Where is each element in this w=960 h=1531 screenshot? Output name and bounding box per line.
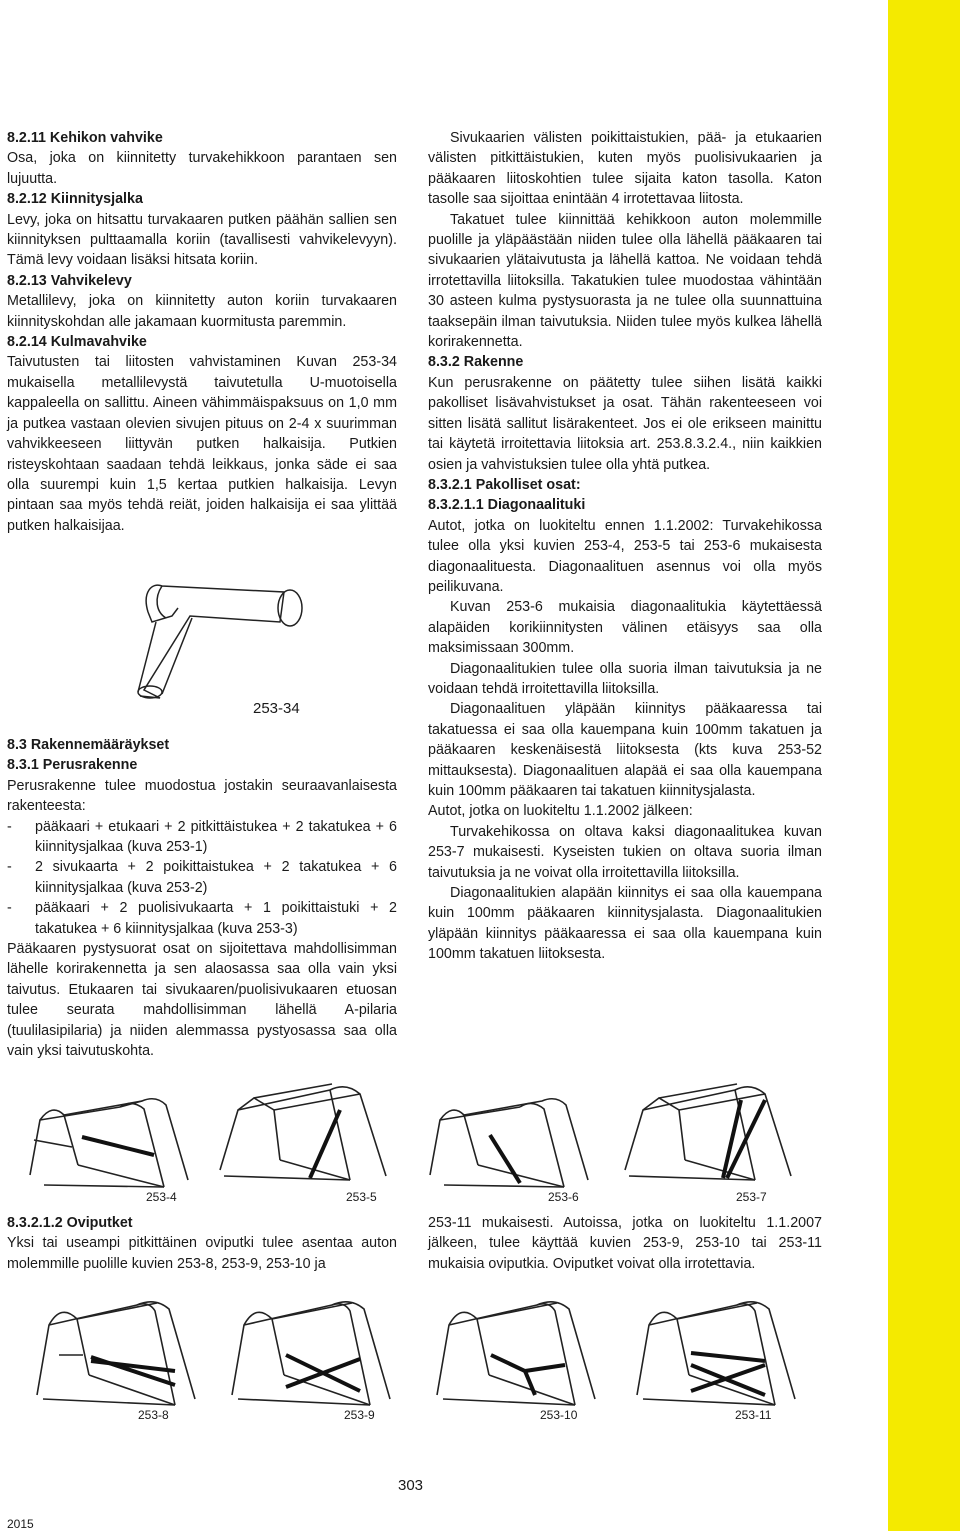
- figure-label-253-5: 253-5: [346, 1190, 377, 1204]
- left-column: [7, 128, 397, 536]
- paragraph: 253-11 mukaisesti. Autoissa, jotka on luokiteltu 1.1.2007 jälkeen, tulee käyttää kuvien 253-9, 253-10 tai 253-11 mukaisia oviputkia. Oviputket voivat olla irrotettavia.: [428, 1215, 822, 1272]
- roll-cage-figure-253-4: [20, 1095, 210, 1200]
- roll-cage-figure-253-10: [425, 1295, 615, 1415]
- heading-8-3-2-1: 8.3.2.1 Pakolliset osat:: [428, 476, 581, 493]
- text-8-3-1: Pääkaaren pystysuorat osat on sijoitettava mahdollisimman lähelle korirakennetta ja sen alaosassa saa olla vain yksi taivutus. Etukaaren tai sivukaaren/puolisivukaaren etuosan tulee seurata mahdollisimman lähellä A-pilaria (tuulilasipilaria) ja niiden alemmassa pystyosassa saa olla vain yksi taivutuskohta.: [7, 941, 397, 1060]
- heading-8-3-1: 8.3.1 Perusrakenne: [7, 757, 138, 774]
- figure-label-253-11: 253-11: [735, 1408, 772, 1422]
- roll-cage-figure-253-9: [220, 1295, 410, 1415]
- page-number: 303: [398, 1477, 424, 1494]
- heading-8-3: 8.3 Rakennemääräykset: [7, 737, 170, 753]
- paragraph: Diagonaalitukien alapään kiinnitys ei saa olla kauempana kuin 100mm pääkaaren kiinnitysjalasta. Diagonaalitukien yläpään kiinnitys pääkaaressa ei saa olla kauempana kuin 100mm takatuen liitoksesta.: [428, 885, 822, 963]
- heading-8-3-2-1-2: 8.3.2.1.2 Oviputket: [7, 1215, 133, 1231]
- bottom-left-column: [7, 1213, 397, 1274]
- paragraph: Diagonaalituen yläpään kiinnitys pääkaaressa tai takatuessa ei saa olla kauempana kuin 100mm takatuen ja pääkaaren keskenäisestä liitoksesta (kts kuva 253-52 mittauksesta). Diagonaalituen alapää ei saa olla kauempana kuin 100mm pääkaaren tai takatuen kiinnitysjalasta.: [428, 701, 822, 799]
- figure-label-253-9: 253-9: [344, 1408, 375, 1422]
- roll-cage-figure-253-5: [210, 1080, 400, 1195]
- heading-8-2-11: 8.2.11 Kehikon vahvike: [7, 130, 163, 146]
- paragraph: Autot, jotka on luokiteltu ennen 1.1.2002: Turvakehikossa tulee olla yksi kuvien 253-4, 253-5 tai 253-6 mukaisesta diagonaalituesta. Diagonaalituen asennus voi olla myös peilikuvana.: [428, 517, 822, 595]
- footer-year: 2015: [7, 1517, 34, 1531]
- paragraph: Diagonaalitukien tulee olla suoria ilman taivutuksia ja ne voidaan tehdä irroitettavilla liitoksilla.: [428, 660, 822, 697]
- text-8-2-14: Taivutusten tai liitosten vahvistaminen Kuvan 253-34 mukaisella metallilevystä taivutetulla U-muotoisella kappaleella on sallittu. Aineen vähimmäispaksuus on 1,0 mm ja putkea vastaan olevien sivujen pituus on 2-4 x suurimman vahvikkeeseen liittyvän putken halkaisija. Putkien risteyskohtaan saadaan tehdä leikkaus, jonka säde ei saa olla suurempi kuin 1,5 kertaa putkien halkaisija. Levyn pintaan saa myös tehdä reiät, joiden halkaisija ei saa ylittää putken halkaisijaa.: [7, 354, 397, 534]
- list-item: - pääkaari + 2 puolisivukaarta + 1 poikittaistuki + 2 takatukea + 6 kiinnitysjalkaa (kuva 253-3): [7, 900, 397, 937]
- list-item: - 2 sivukaarta + 2 poikittaistukea + 2 takatukea + 6 kiinnitysjalkaa (kuva 253-2): [7, 859, 397, 896]
- paragraph: Sivukaarien välisten poikittaistukien, pää- ja etukaarien välisten pitkittäistukien, kuten myös puolisivukaarien ja pääkaaren liitoskohtien tulee sijaita katon tasolla. Katon tasolle saa sijoittaa enintään 4 irrotettavaa liitosta.: [428, 130, 822, 208]
- roll-cage-figure-253-7: [615, 1080, 805, 1195]
- figure-label-253-10: 253-10: [540, 1408, 578, 1422]
- heading-8-2-14: 8.2.14 Kulmavahvike: [7, 334, 147, 351]
- figure-label-253-8: 253-8: [138, 1408, 169, 1422]
- figure-label-253-4: 253-4: [146, 1190, 177, 1204]
- heading-8-3-2: 8.3.2 Rakenne: [428, 354, 524, 371]
- text-8-3-2: Kun perusrakenne on päätetty tulee siihen lisätä kaikki pakolliset lisävahvistukset ja osat. Tähän rakenteeseen voi sitten lisätä sallitut lisärakenteet. Jos ei ole erikseen mainittu tai käytetä irroitettavia liitoksia art. 253.8.3.2.4., niin kaikkien osien ja vahvistuksien tulee olla yhtä putkea.: [428, 374, 822, 473]
- paragraph: Yksi tai useampi pitkittäinen oviputki tulee asentaa auton molemmille puolille kuvien 253-8, 253-9, 253-10 ja: [7, 1235, 397, 1272]
- text-8-3-1-intro: Perusrakenne tulee muodostua jostakin seuraavanlaisesta rakenteesta:: [7, 777, 397, 815]
- text-8-2-13: Metallilevy, joka on kiinnitetty auton koriin turvakaaren kiinnityskohdan alle jakamaan kuormitusta paremmin.: [7, 293, 397, 330]
- paragraph: Autot, jotka on luokiteltu 1.1.2002 jälkeen:: [428, 803, 693, 820]
- paragraph: Turvakehikossa on oltava kaksi diagonaalitukea kuvan 253-7 mukaisesti. Kyseisten tukien on oltava suoria ilman taivutuksia ja ne voivat olla irroitettavilla liitoksilla.: [428, 823, 822, 881]
- roll-cage-figure-253-8: [25, 1295, 215, 1415]
- roll-cage-figure-253-6: [420, 1095, 610, 1200]
- right-column: [428, 128, 822, 965]
- figure-label-253-6: 253-6: [548, 1190, 579, 1204]
- bottom-right-column: [428, 1213, 822, 1274]
- figure-label-253-34: 253-34: [253, 700, 300, 717]
- heading-8-3-2-1-1: 8.3.2.1.1 Diagonaalituki: [428, 497, 586, 514]
- left-column-lower: [7, 735, 397, 1062]
- paragraph: Takatuet tulee kiinnittää kehikkoon auton molemmille puolille ja yläpäästään niiden tulee olla lähellä pääkaaren tai sivukaarien ylätaivutusta ja lähellä kattoa. Ne voidaan tehdä irrotettavilla liitoksilla. Takatukien tulee muodostaa vähintään 30 asteen kulma pystysuorasta ja ne tulee olla suunnattuina taaksepäin ilman taivutuksia. Niiden tulee myös kulkea lähellä korirakennetta.: [428, 211, 822, 351]
- gusset-figure: [120, 578, 320, 708]
- roll-cage-figure-253-11: [625, 1295, 815, 1415]
- paragraph: Kuvan 253-6 mukaisia diagonaalitukia käytettäessä alapäiden korikiinnitysten välinen etäisyys saa olla maksimissaan 300mm.: [428, 599, 822, 657]
- text-8-2-12: Levy, joka on hitsattu turvakaaren putken päähän sallien sen kiinnityksen pulttaamalla koriin (tavallisesti vahvikelevyyn). Tämä levy voidaan lisäksi hitsata koriin.: [7, 211, 397, 269]
- yellow-sidebar: [888, 0, 960, 1531]
- heading-8-2-13: 8.2.13 Vahvikelevy: [7, 272, 132, 289]
- list-item: - pääkaari + etukaari + 2 pitkittäistukea + 2 takatukea + 6 kiinnitysjalkaa (kuva 253-1): [7, 818, 397, 856]
- figure-label-253-7: 253-7: [736, 1190, 767, 1204]
- heading-8-2-12: 8.2.12 Kiinnitysjalka: [7, 191, 143, 208]
- text-8-2-11: Osa, joka on kiinnitetty turvakehikkoon parantaen sen lujuutta.: [7, 150, 397, 187]
